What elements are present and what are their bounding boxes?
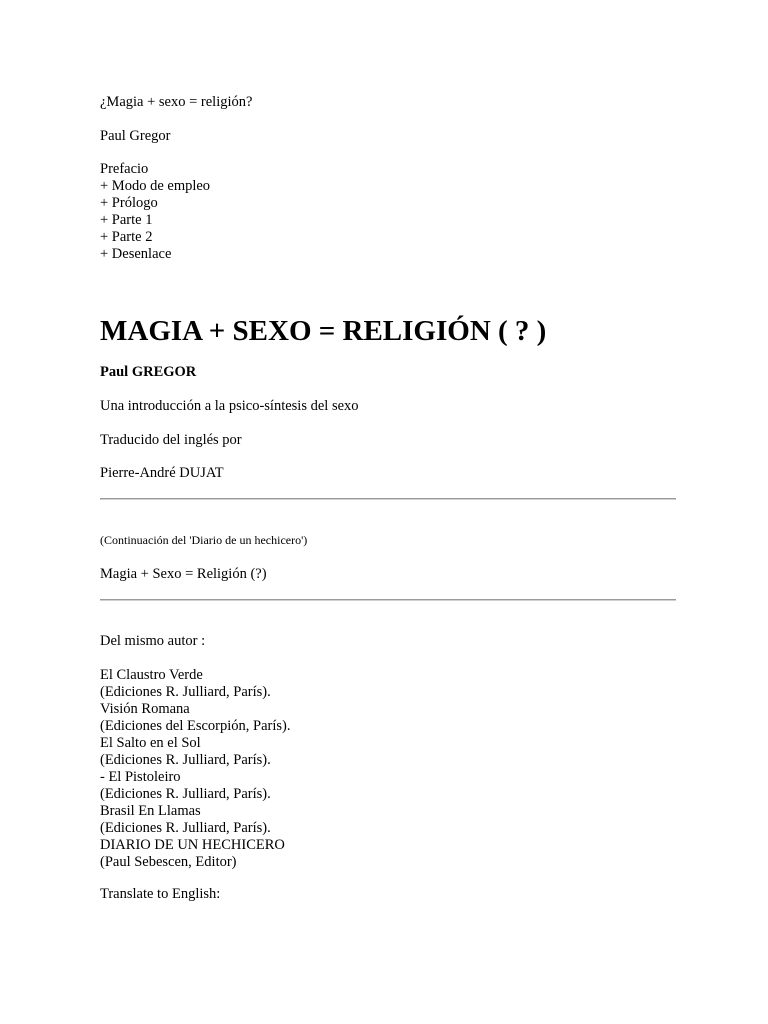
doc-title: ¿Magia + sexo = religión?	[100, 94, 253, 110]
list-item: - El Pistoleiro	[100, 769, 181, 785]
list-item: Visión Romana	[100, 701, 190, 717]
list-item: (Ediciones R. Julliard, París).	[100, 752, 271, 768]
list-item: (Ediciones R. Julliard, París).	[100, 820, 271, 836]
translator-name: Pierre-André DUJAT	[100, 465, 224, 481]
list-item: (Ediciones R. Julliard, París).	[100, 786, 271, 802]
list-item: (Paul Sebescen, Editor)	[100, 854, 237, 870]
toc-item-modo-de-empleo[interactable]: + Modo de empleo	[100, 178, 211, 194]
toc-item-prefacio[interactable]: Prefacio	[100, 161, 149, 177]
main-author: Paul GREGOR	[100, 364, 197, 380]
divider-2	[100, 599, 676, 601]
list-item: Brasil En Llamas	[100, 803, 201, 819]
continuation-note: (Continuación del 'Diario de un hechicero')	[100, 533, 308, 547]
table-of-contents	[100, 161, 210, 263]
list-item: El Salto en el Sol	[100, 735, 201, 751]
toc-item-prologo[interactable]: + Prólogo	[100, 195, 158, 211]
list-item: (Ediciones del Escorpión, París).	[100, 718, 291, 734]
list-item: El Claustro Verde	[100, 667, 203, 683]
list-item: DIARIO DE UN HECHICERO	[100, 837, 285, 853]
series-title: Magia + Sexo = Religión (?)	[100, 566, 267, 582]
main-subtitle: Una introducción a la psico-síntesis del sexo	[100, 398, 359, 414]
translate-to-english-label: Translate to English:	[100, 886, 221, 902]
divider-1	[100, 498, 676, 500]
toc-item-parte-1[interactable]: + Parte 1	[100, 212, 153, 228]
toc-item-desenlace[interactable]: + Desenlace	[100, 246, 172, 262]
toc-item-parte-2[interactable]: + Parte 2	[100, 229, 153, 245]
same-author-heading: Del mismo autor :	[100, 633, 206, 649]
doc-author: Paul Gregor	[100, 128, 171, 144]
translated-by: Traducido del inglés por	[100, 432, 242, 448]
list-item: (Ediciones R. Julliard, París).	[100, 684, 271, 700]
same-author-list	[100, 667, 290, 871]
main-heading: MAGIA + SEXO = RELIGIÓN ( ? )	[100, 315, 547, 347]
